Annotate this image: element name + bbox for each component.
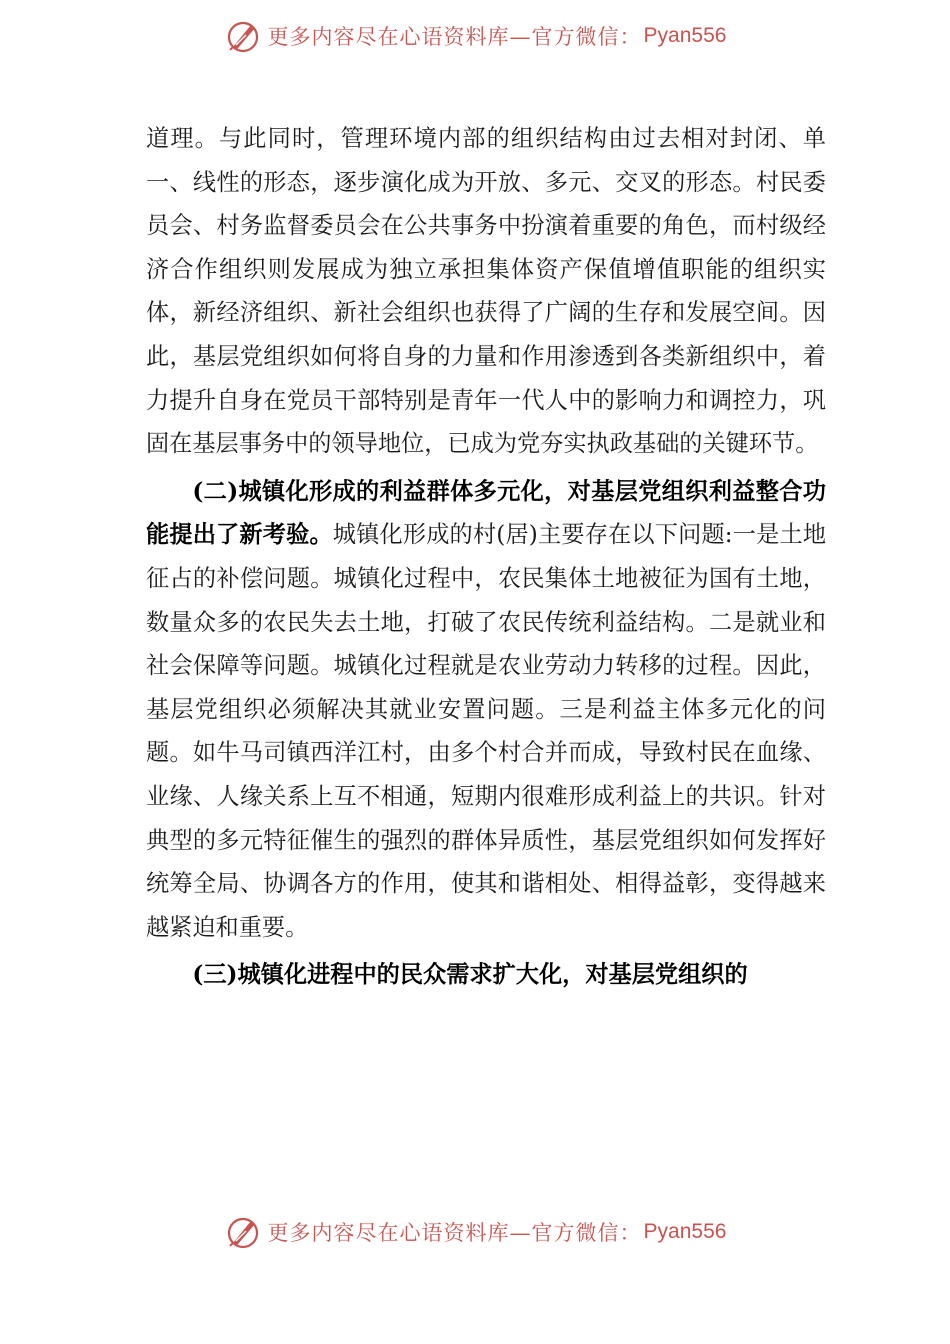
paragraph-2-text: 城镇化形成的村(居)主要存在以下问题:一是土地征占的补偿问题。城镇化过程中，农民集体土地被征为国有土地，数量众多的农民失去土地，打破了农民传统利益结构。二是就业和社会保障等问题。城镇化过程就是农业劳动力转移的过程。因此，基层党组织必须解决其就业安置问题。三是利益主体多元化的问题。如牛马司镇西洋江村，由多个村合并而成，导致村民在血缘、业缘、人缘关系上互不相通，短期内很难形成利益上的共识。针对典型的多元特征催生的强烈的群体异质性，基层党组织如何发挥好统筹全局、协调各方的作用，使其和谐相处、相得益彰，变得越来越紧迫和重要。 (146, 521, 827, 941)
paragraph-1: 道理。与此同时，管理环境内部的组织结构由过去相对封闭、单一、线性的形态，逐步演化成为开放、多元、交叉的形态。村民委员会、村务监督委员会在公共事务中扮演着重要的角色，而村级经济合作组织则发展成为独立承担集体资产保值增值职能的组织实体，新经济组织、新社会组织也获得了广阔的生存和发展空间。因此，基层党组织如何将自身的力量和作用渗透到各类新组织中，着力提升自身在党员干部特别是青年一代人中的影响力和调控力，巩固在基层事务中的领导地位，已成为党夯实执政基础的关键环节。 (146, 125, 826, 458)
section-heading-2: (二)城镇化形成的利益群体多元化，对基层党组织利益整合功能提出了新考验。 (146, 477, 826, 549)
quill-pen-icon (224, 17, 262, 55)
header-banner (0, 14, 950, 58)
document-body (146, 117, 826, 997)
footer-wechat-id: Pyan556 (643, 1220, 727, 1243)
footer-banner-text: 更多内容尽在心语资料库—官方微信： (267, 1221, 642, 1245)
footer-banner (0, 1210, 950, 1254)
section-heading-3: (三)城镇化进程中的民众需求扩大化，对基层党组织的 (192, 961, 748, 989)
paragraph-3 (146, 953, 826, 997)
header-wechat-id: Pyan556 (643, 24, 727, 47)
paragraph-2 (146, 470, 826, 950)
quill-pen-icon (224, 1213, 262, 1251)
header-banner-text: 更多内容尽在心语资料库—官方微信： (267, 25, 642, 49)
